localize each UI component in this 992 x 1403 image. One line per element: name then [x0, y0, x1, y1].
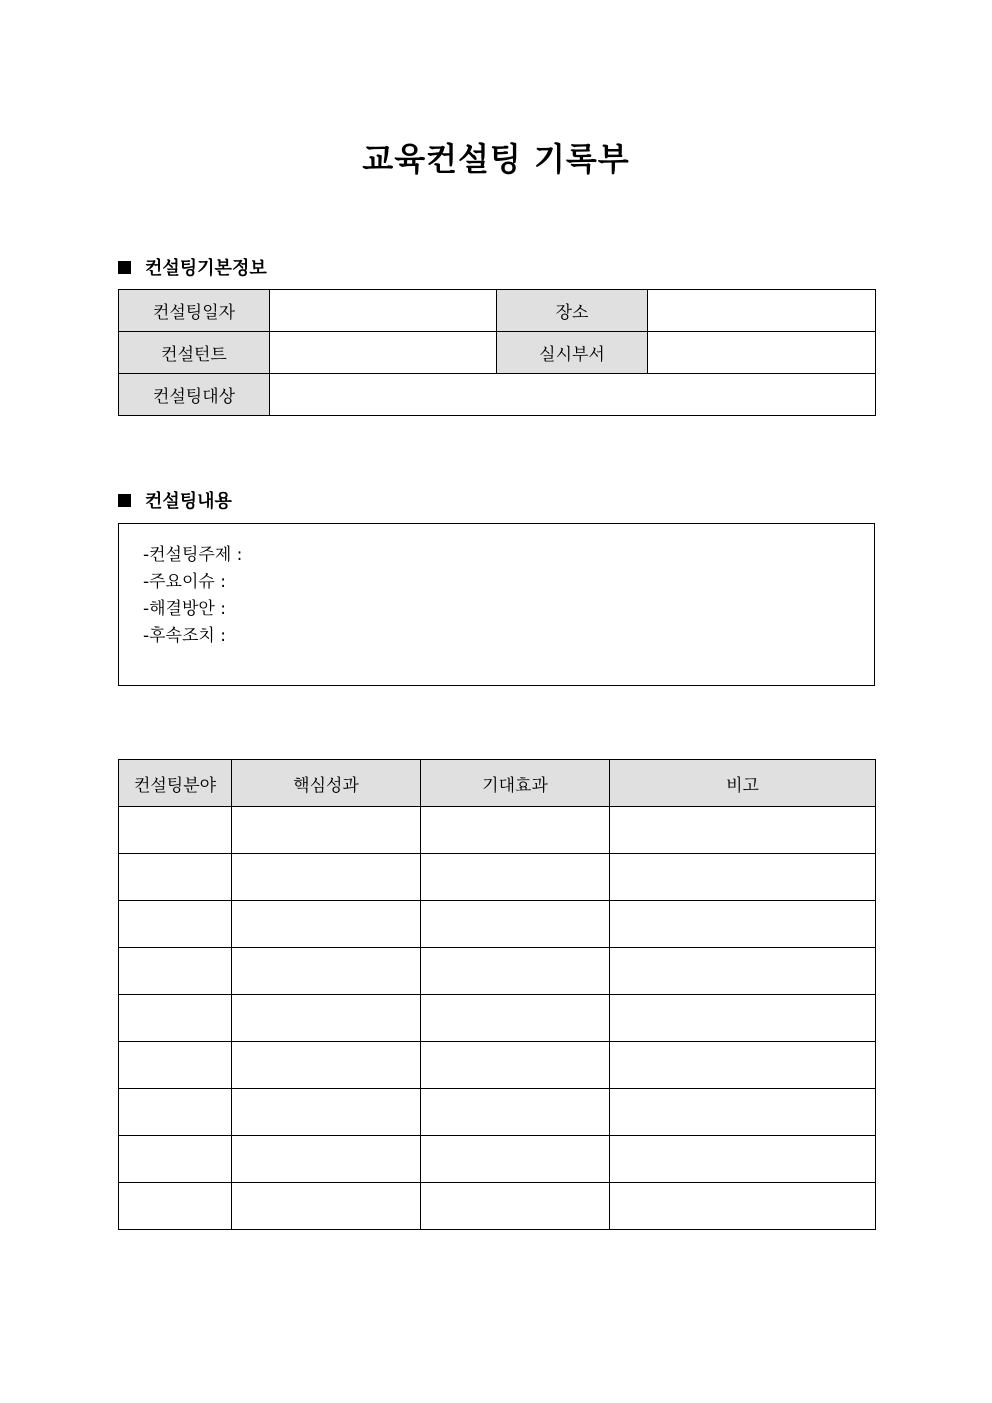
field-cell[interactable]: [119, 1042, 232, 1089]
table-row: [119, 807, 876, 854]
field-cell[interactable]: [119, 901, 232, 948]
key-result-cell[interactable]: [232, 901, 421, 948]
expected-effect-cell[interactable]: [421, 807, 610, 854]
expected-effect-cell[interactable]: [421, 1089, 610, 1136]
expected-effect-cell[interactable]: [421, 854, 610, 901]
table-row: [119, 1089, 876, 1136]
content-line-followup: -후속조치 :: [143, 626, 226, 646]
table-row: [119, 332, 876, 374]
remarks-cell[interactable]: [610, 995, 876, 1042]
remarks-cell[interactable]: [610, 854, 876, 901]
key-result-cell[interactable]: [232, 1136, 421, 1183]
consulting-date-field[interactable]: [270, 290, 497, 332]
field-cell[interactable]: [119, 995, 232, 1042]
expected-effect-cell[interactable]: [421, 1183, 610, 1230]
expected-effect-cell[interactable]: [421, 901, 610, 948]
table-row: [119, 290, 876, 332]
consulting-content-box[interactable]: [118, 523, 875, 686]
result-table-body: [119, 807, 876, 1230]
content-line-solution: -해결방안 :: [143, 599, 226, 619]
header-key-result: 핵심성과: [232, 760, 421, 807]
header-remarks: 비고: [610, 760, 876, 807]
key-result-cell[interactable]: [232, 854, 421, 901]
content-line-issue: -주요이슈 :: [143, 572, 226, 592]
label-consulting-date: 컨설팅일자: [119, 290, 270, 332]
section-heading-basic-info: [118, 254, 267, 280]
expected-effect-cell[interactable]: [421, 1042, 610, 1089]
field-cell[interactable]: [119, 807, 232, 854]
label-place: 장소: [497, 290, 648, 332]
place-field[interactable]: [648, 290, 876, 332]
table-row: [119, 948, 876, 995]
expected-effect-cell[interactable]: [421, 995, 610, 1042]
section-heading-label: 컨설팅기본정보: [145, 258, 267, 279]
table-header-row: [119, 760, 876, 807]
remarks-cell[interactable]: [610, 1042, 876, 1089]
table-row: [119, 1042, 876, 1089]
expected-effect-cell[interactable]: [421, 1136, 610, 1183]
key-result-cell[interactable]: [232, 1183, 421, 1230]
basic-info-table: [118, 289, 876, 416]
table-row: [119, 1136, 876, 1183]
content-lines: [119, 524, 874, 650]
document-title: 교육컨설팅 기록부: [362, 140, 630, 178]
field-cell[interactable]: [119, 1089, 232, 1136]
field-cell[interactable]: [119, 854, 232, 901]
table-row: [119, 1183, 876, 1230]
field-cell[interactable]: [119, 1136, 232, 1183]
table-row: [119, 374, 876, 416]
field-cell[interactable]: [119, 948, 232, 995]
key-result-cell[interactable]: [232, 1042, 421, 1089]
field-cell[interactable]: [119, 1183, 232, 1230]
remarks-cell[interactable]: [610, 1089, 876, 1136]
consulting-target-field[interactable]: [270, 374, 876, 416]
remarks-cell[interactable]: [610, 901, 876, 948]
table-row: [119, 995, 876, 1042]
remarks-cell[interactable]: [610, 807, 876, 854]
consultant-field[interactable]: [270, 332, 497, 374]
key-result-cell[interactable]: [232, 948, 421, 995]
key-result-cell[interactable]: [232, 807, 421, 854]
department-field[interactable]: [648, 332, 876, 374]
label-consulting-target: 컨설팅대상: [119, 374, 270, 416]
remarks-cell[interactable]: [610, 948, 876, 995]
square-bullet-icon: [118, 494, 131, 507]
table-row: [119, 901, 876, 948]
header-field: 컨설팅분야: [119, 760, 232, 807]
remarks-cell[interactable]: [610, 1136, 876, 1183]
label-consultant: 컨설턴트: [119, 332, 270, 374]
remarks-cell[interactable]: [610, 1183, 876, 1230]
key-result-cell[interactable]: [232, 1089, 421, 1136]
table-row: [119, 854, 876, 901]
label-department: 실시부서: [497, 332, 648, 374]
square-bullet-icon: [118, 261, 131, 274]
expected-effect-cell[interactable]: [421, 948, 610, 995]
section-heading-content: [118, 487, 232, 513]
content-line-topic: -컨설팅주제 :: [143, 545, 243, 565]
section-heading-label: 컨설팅내용: [145, 491, 232, 512]
key-result-cell[interactable]: [232, 995, 421, 1042]
result-table: [118, 759, 876, 1230]
header-expected-effect: 기대효과: [421, 760, 610, 807]
